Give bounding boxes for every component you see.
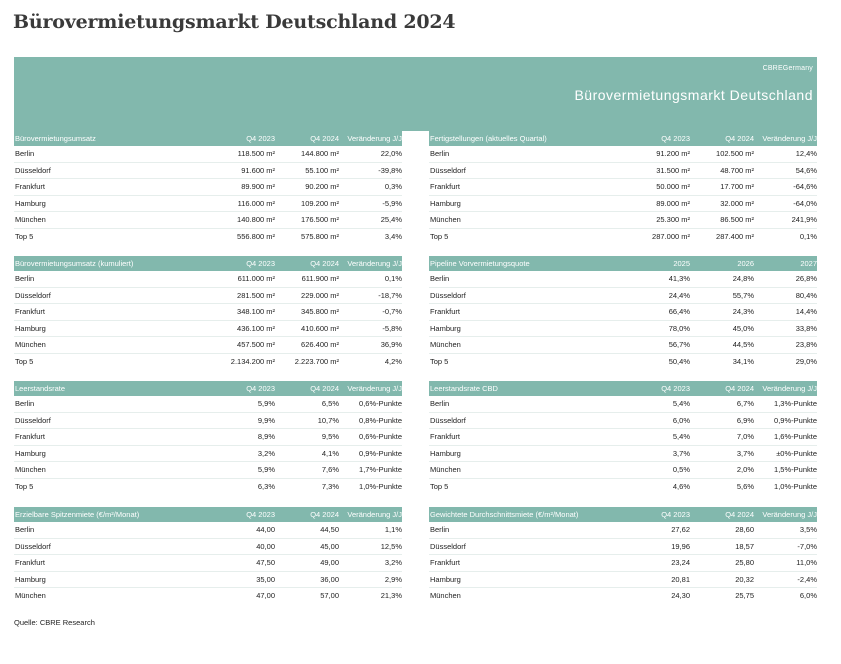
banner-title: Bürovermietungsmarkt Deutschland	[574, 87, 813, 103]
table-cell: 31.500 m²	[656, 165, 690, 175]
table-row	[429, 396, 817, 413]
table-title: Bürovermietungsumsatz (kumuliert)	[15, 259, 134, 268]
table-cell: 0,8%-Punkte	[359, 415, 402, 425]
row-label: Frankfurt	[430, 307, 461, 317]
table-row	[14, 163, 402, 180]
table-row	[14, 462, 402, 479]
table-cell: 9,5%	[321, 432, 339, 442]
table-cell: 3,4%	[384, 231, 402, 241]
table-cell: 44,00	[256, 525, 275, 534]
row-label: Hamburg	[15, 574, 46, 584]
table-cell: -7,0%	[797, 541, 817, 551]
column-header: Veränderung J/J	[347, 384, 402, 393]
table-cell: 9,9%	[257, 415, 275, 425]
table-cell: 287.000 m²	[652, 231, 690, 241]
table-row	[429, 163, 817, 180]
table-cell: -2,4%	[797, 574, 817, 584]
row-label: Top 5	[15, 356, 34, 366]
table-cell: 24,8%	[732, 274, 754, 283]
row-label: Berlin	[430, 274, 450, 283]
table-cell: 4,1%	[321, 448, 339, 458]
column-header: Q4 2023	[246, 510, 275, 519]
table-row	[429, 146, 817, 163]
row-label: München	[430, 591, 461, 601]
table-row	[429, 304, 817, 321]
row-label: Düsseldorf	[430, 415, 466, 425]
row-label: Frankfurt	[15, 558, 46, 568]
table-row	[429, 413, 817, 430]
row-label: Hamburg	[430, 574, 461, 584]
column-header: 2026	[737, 259, 754, 268]
column-header: Q4 2023	[246, 134, 275, 143]
table-header	[14, 381, 402, 396]
table-cell: 410.600 m²	[301, 323, 339, 333]
table-cell: 36,9%	[380, 340, 402, 350]
table-cell: 8,9%	[257, 432, 275, 442]
column-header: Q4 2024	[310, 259, 339, 268]
row-label: Hamburg	[430, 198, 461, 208]
table-row	[429, 288, 817, 305]
table-row	[14, 396, 402, 413]
row-label: Hamburg	[15, 198, 46, 208]
table-cell: 18,57	[735, 541, 754, 551]
table-cell: 12,4%	[795, 149, 817, 158]
row-label: Frankfurt	[15, 432, 46, 442]
table-cell: 116.000 m²	[237, 198, 275, 208]
row-label: Hamburg	[15, 448, 46, 458]
table-row	[429, 522, 817, 539]
column-header: Veränderung J/J	[347, 134, 402, 143]
table-row	[14, 337, 402, 354]
row-label: Düsseldorf	[430, 541, 466, 551]
table-cell: 0,9%-Punkte	[774, 415, 817, 425]
table-cell: 7,3%	[321, 481, 339, 491]
table-cell: -5,8%	[382, 323, 402, 333]
table-row	[14, 212, 402, 229]
column-header: 2025	[673, 259, 690, 268]
table-header	[429, 131, 817, 146]
table-cell: 50.000 m²	[656, 182, 690, 192]
table-cell: 109.200 m²	[301, 198, 339, 208]
table-cell: 12,5%	[380, 541, 402, 551]
table-cell: 55,7%	[732, 290, 754, 300]
table-row	[429, 555, 817, 572]
row-label: München	[15, 340, 46, 350]
table-cell: 23,8%	[795, 340, 817, 350]
table-cell: 102.500 m²	[716, 149, 754, 158]
bueroumsatz-kumuliert-table	[14, 256, 402, 370]
table-cell: 556.800 m²	[237, 231, 275, 241]
column-header: Q4 2024	[725, 134, 754, 143]
table-cell: 44,5%	[732, 340, 754, 350]
table-cell: 241,9%	[791, 215, 817, 225]
table-row	[14, 572, 402, 589]
column-header: Veränderung J/J	[347, 510, 402, 519]
table-cell: 144.800 m²	[301, 149, 339, 158]
table-cell: 29,0%	[795, 356, 817, 366]
column-header: Q4 2024	[310, 384, 339, 393]
table-row	[14, 588, 402, 604]
table-row	[429, 588, 817, 604]
table-title: Leerstandsrate	[15, 384, 66, 393]
row-label: Hamburg	[15, 323, 46, 333]
table-cell: 4,6%	[672, 481, 690, 491]
durchschnittsmiete-table	[429, 507, 817, 604]
table-row	[429, 354, 817, 370]
table-cell: 1,1%	[384, 525, 402, 534]
table-cell: 24,4%	[668, 290, 690, 300]
table-row	[14, 479, 402, 495]
table-header	[14, 131, 402, 146]
row-label: Frankfurt	[15, 182, 46, 192]
table-cell: 2,0%	[736, 465, 754, 475]
table-cell: 25.300 m²	[656, 215, 690, 225]
table-cell: 6,9%	[736, 415, 754, 425]
table-cell: 22,0%	[380, 149, 402, 158]
table-cell: 1,3%-Punkte	[774, 399, 817, 408]
table-row	[429, 462, 817, 479]
row-label: Hamburg	[430, 448, 461, 458]
table-cell: 5,9%	[257, 399, 275, 408]
table-cell: 6,0%	[672, 415, 690, 425]
table-cell: 80,4%	[795, 290, 817, 300]
column-header: Veränderung J/J	[762, 384, 817, 393]
table-cell: 6,7%	[736, 399, 754, 408]
row-label: München	[15, 465, 46, 475]
row-label: Berlin	[430, 399, 450, 408]
row-label: Top 5	[430, 481, 449, 491]
row-label: Düsseldorf	[15, 541, 51, 551]
table-cell: 2,9%	[384, 574, 402, 584]
row-label: Düsseldorf	[15, 290, 51, 300]
table-row	[429, 321, 817, 338]
row-label: München	[430, 340, 461, 350]
table-cell: 27,62	[671, 525, 690, 534]
column-header: Veränderung J/J	[347, 259, 402, 268]
table-cell: 25,4%	[380, 215, 402, 225]
table-cell: 56,7%	[668, 340, 690, 350]
table-row	[14, 555, 402, 572]
row-label: München	[15, 591, 46, 601]
header-banner	[14, 57, 817, 131]
table-row	[14, 354, 402, 370]
table-cell: 3,5%	[799, 525, 817, 534]
row-label: Frankfurt	[15, 307, 46, 317]
table-cell: 57,00	[320, 591, 339, 601]
table-row	[14, 429, 402, 446]
table-cell: 5,4%	[672, 432, 690, 442]
table-row	[14, 522, 402, 539]
row-label: München	[430, 465, 461, 475]
table-cell: 66,4%	[668, 307, 690, 317]
table-header	[429, 381, 817, 396]
table-cell: 86.500 m²	[720, 215, 754, 225]
table-row	[429, 429, 817, 446]
table-cell: 78,0%	[668, 323, 690, 333]
table-cell: 281.500 m²	[237, 290, 275, 300]
table-cell: 10,7%	[317, 415, 339, 425]
table-cell: 1,7%-Punkte	[359, 465, 402, 475]
table-row	[14, 179, 402, 196]
table-cell: -64,6%	[793, 182, 817, 192]
table-cell: 176.500 m²	[301, 215, 339, 225]
table-row	[14, 413, 402, 430]
table-cell: 0,1%	[384, 274, 402, 283]
table-cell: 50,4%	[668, 356, 690, 366]
table-cell: 1,5%-Punkte	[774, 465, 817, 475]
table-row	[429, 446, 817, 463]
table-title: Fertigstellungen (aktuelles Quartal)	[430, 134, 547, 143]
row-label: Frankfurt	[430, 558, 461, 568]
column-header: Q4 2024	[725, 384, 754, 393]
table-cell: 5,6%	[736, 481, 754, 491]
leerstandsrate-cbd-table	[429, 381, 817, 495]
table-cell: 575.800 m²	[301, 231, 339, 241]
table-cell: 20,32	[735, 574, 754, 584]
table-header	[14, 256, 402, 271]
vorvermietungsquote-table	[429, 256, 817, 370]
table-cell: 41,3%	[668, 274, 690, 283]
table-cell: 45,0%	[732, 323, 754, 333]
column-header: Q4 2023	[661, 134, 690, 143]
table-cell: 24,30	[671, 591, 690, 601]
table-cell: 25,75	[735, 591, 754, 601]
table-row	[14, 196, 402, 213]
table-cell: 2.223.700 m²	[294, 356, 339, 366]
table-cell: 21,3%	[380, 591, 402, 601]
table-cell: 14,4%	[795, 307, 817, 317]
table-cell: 28,60	[735, 525, 754, 534]
table-cell: 17.700 m²	[720, 182, 754, 192]
table-cell: 3,7%	[736, 448, 754, 458]
row-label: Düsseldorf	[15, 415, 51, 425]
table-title: Erzielbare Spitzenmiete (€/m²/Monat)	[15, 510, 140, 519]
row-label: München	[430, 215, 461, 225]
table-row	[14, 321, 402, 338]
column-header: Q4 2023	[661, 384, 690, 393]
table-row	[14, 288, 402, 305]
table-cell: 45,00	[320, 541, 339, 551]
brand-label: CBREGermany	[762, 65, 813, 72]
column-header: 2027	[800, 259, 817, 268]
row-label: Berlin	[15, 399, 35, 408]
column-header: Veränderung J/J	[762, 134, 817, 143]
row-label: Frankfurt	[430, 182, 461, 192]
table-cell: 118.500 m²	[237, 149, 275, 158]
table-row	[429, 539, 817, 556]
table-row	[14, 271, 402, 288]
table-row	[429, 271, 817, 288]
table-cell: ±0%-Punkte	[776, 448, 817, 458]
table-cell: 90.200 m²	[305, 182, 339, 192]
row-label: Hamburg	[430, 323, 461, 333]
row-label: Düsseldorf	[430, 165, 466, 175]
table-cell: 0,1%	[799, 231, 817, 241]
table-cell: 35,00	[256, 574, 275, 584]
column-header: Q4 2024	[725, 510, 754, 519]
table-cell: 4,2%	[384, 356, 402, 366]
table-cell: 1,6%-Punkte	[774, 432, 817, 442]
table-cell: 49,00	[320, 558, 339, 568]
table-row	[429, 572, 817, 589]
table-cell: 0,3%	[384, 182, 402, 192]
table-row	[429, 212, 817, 229]
table-cell: 33,8%	[795, 323, 817, 333]
bueroumsatz-table	[14, 131, 402, 245]
table-cell: 91.600 m²	[241, 165, 275, 175]
table-cell: -5,9%	[382, 198, 402, 208]
row-label: Top 5	[430, 356, 449, 366]
table-row	[429, 179, 817, 196]
table-row	[14, 446, 402, 463]
row-label: Düsseldorf	[15, 165, 51, 175]
row-label: Top 5	[430, 231, 449, 241]
table-cell: 3,2%	[384, 558, 402, 568]
table-cell: 47,50	[256, 558, 275, 568]
table-cell: 47,00	[256, 591, 275, 601]
table-cell: 1,0%-Punkte	[774, 481, 817, 491]
row-label: Berlin	[15, 274, 35, 283]
table-cell: 23,24	[671, 558, 690, 568]
table-row	[429, 337, 817, 354]
table-cell: 457.500 m²	[237, 340, 275, 350]
column-header: Q4 2024	[310, 510, 339, 519]
table-cell: 7,0%	[736, 432, 754, 442]
table-cell: 44,50	[320, 525, 339, 534]
table-title: Gewichtete Durchschnittsmiete (€/m²/Monat)	[430, 510, 579, 519]
table-row	[14, 304, 402, 321]
column-header: Q4 2023	[246, 384, 275, 393]
spitzenmiete-table	[14, 507, 402, 604]
table-cell: 91.200 m²	[656, 149, 690, 158]
table-header	[429, 507, 817, 522]
table-cell: 140.800 m²	[237, 215, 275, 225]
row-label: Berlin	[15, 149, 35, 158]
table-cell: 229.000 m²	[301, 290, 339, 300]
table-cell: 345.800 m²	[301, 307, 339, 317]
table-cell: 5,9%	[257, 465, 275, 475]
table-cell: 11,0%	[796, 558, 817, 568]
table-cell: 25,80	[735, 558, 754, 568]
table-row	[429, 229, 817, 245]
table-row	[429, 196, 817, 213]
table-cell: 48.700 m²	[720, 165, 754, 175]
table-cell: 6,0%	[799, 591, 817, 601]
table-cell: 5,4%	[672, 399, 690, 408]
table-row	[14, 229, 402, 245]
row-label: Frankfurt	[430, 432, 461, 442]
table-cell: -39,8%	[378, 165, 402, 175]
table-cell: 54,6%	[795, 165, 817, 175]
column-header: Veränderung J/J	[762, 510, 817, 519]
table-cell: 348.100 m²	[237, 307, 275, 317]
table-title: Bürovermietungsumsatz	[15, 134, 96, 143]
row-label: München	[15, 215, 46, 225]
row-label: Top 5	[15, 481, 34, 491]
table-cell: 3,7%	[672, 448, 690, 458]
column-header: Q4 2024	[310, 134, 339, 143]
table-cell: 0,5%	[672, 465, 690, 475]
table-cell: 20,81	[671, 574, 690, 584]
table-cell: 0,9%-Punkte	[359, 448, 402, 458]
table-cell: 55.100 m²	[305, 165, 339, 175]
row-label: Top 5	[15, 231, 34, 241]
leerstandsrate-table	[14, 381, 402, 495]
table-cell: 26,8%	[795, 274, 817, 283]
table-header	[429, 256, 817, 271]
table-cell: 287.400 m²	[716, 231, 754, 241]
table-cell: 436.100 m²	[237, 323, 275, 333]
source-note: Quelle: CBRE Research	[14, 618, 95, 627]
table-cell: -64,0%	[793, 198, 817, 208]
table-cell: 34,1%	[732, 356, 754, 366]
row-label: Berlin	[430, 149, 450, 158]
table-cell: 40,00	[256, 541, 275, 551]
table-cell: 0,6%-Punkte	[359, 432, 402, 442]
table-cell: 32.000 m²	[720, 198, 754, 208]
table-cell: 6,3%	[257, 481, 275, 491]
table-row	[429, 479, 817, 495]
row-label: Düsseldorf	[430, 290, 466, 300]
table-cell: 1,0%-Punkte	[359, 481, 402, 491]
table-cell: 2.134.200 m²	[230, 356, 275, 366]
table-cell: -0,7%	[382, 307, 402, 317]
table-cell: 0,6%-Punkte	[359, 399, 402, 408]
column-header: Q4 2023	[246, 259, 275, 268]
fertigstellungen-table	[429, 131, 817, 245]
table-cell: 19,96	[671, 541, 690, 551]
table-header	[14, 507, 402, 522]
table-title: Pipeline Vorvermietungsquote	[430, 259, 530, 268]
table-cell: 611.900 m²	[301, 274, 339, 283]
table-cell: 611.000 m²	[237, 274, 275, 283]
table-cell: 626.400 m²	[301, 340, 339, 350]
table-cell: 89.000 m²	[656, 198, 690, 208]
table-cell: -18,7%	[378, 290, 402, 300]
table-row	[14, 146, 402, 163]
row-label: Berlin	[15, 525, 35, 534]
table-cell: 24,3%	[732, 307, 754, 317]
table-cell: 3,2%	[257, 448, 275, 458]
table-cell: 7,6%	[321, 465, 339, 475]
row-label: Berlin	[430, 525, 450, 534]
table-row	[14, 539, 402, 556]
table-title: Leerstandsrate CBD	[430, 384, 498, 393]
table-cell: 36,00	[320, 574, 339, 584]
column-header: Q4 2023	[661, 510, 690, 519]
table-cell: 89.900 m²	[241, 182, 275, 192]
page-title: Bürovermietungsmarkt Deutschland 2024	[13, 11, 456, 33]
table-cell: 6,5%	[321, 399, 339, 408]
